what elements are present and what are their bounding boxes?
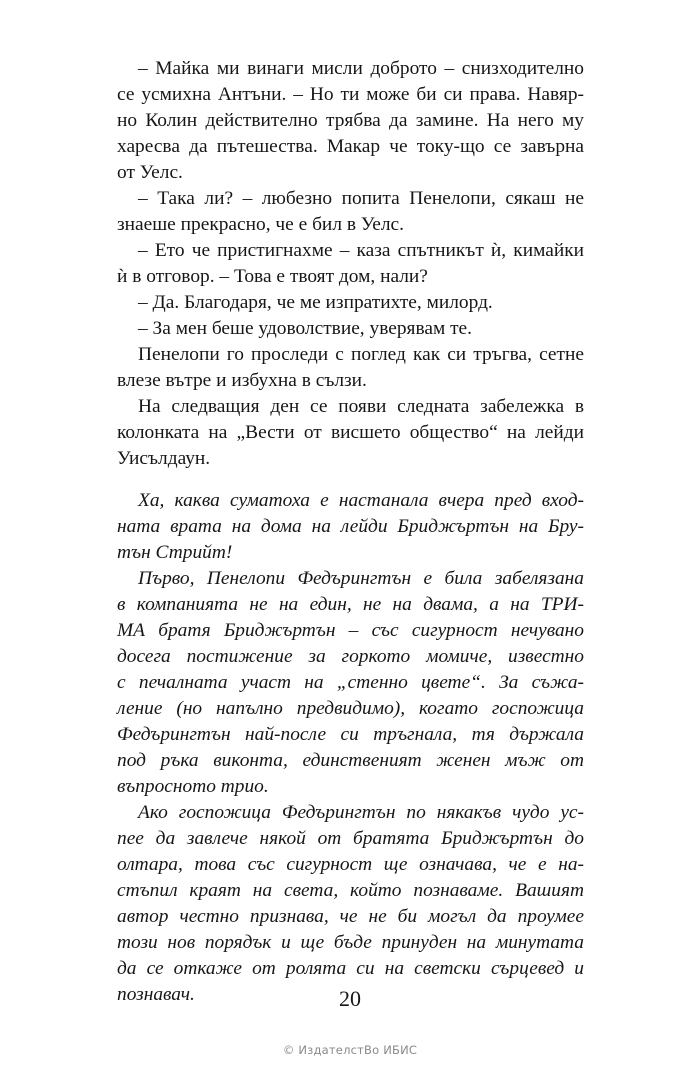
text-line: – Така ли? – любезно попита Пенелопи, сякаш не [138, 188, 584, 209]
text-line: Ха, каква суматоха е настанала вчера пред вход- [138, 490, 584, 511]
text-line: от Уелс. [117, 162, 183, 183]
text-line: този нов порядък и ще бъде принуден на минутата [117, 932, 584, 953]
text-line: – За мен беше удоволствие, уверявам те. [138, 318, 473, 339]
text-line: Федърингтън най-после си тръгнала, тя държала [117, 724, 584, 745]
text-line: – Ето че пристигнахме – каза спътникът ѝ, кимайки [138, 240, 584, 261]
text-line: ната врата на дома на лейди Бриджъртън на Бру- [117, 516, 584, 537]
text-line: да се откаже от ролята си на светски сърцевед и [117, 958, 584, 979]
text-line: знаеше прекрасно, че е бил в Уелс. [117, 214, 404, 235]
text-line: Ако госпожица Федърингтън по някакъв чудо ус- [138, 802, 584, 823]
text-line: но Колин действително трябва да замине. На него му [117, 110, 584, 131]
text-line: в компанията не на един, не на двама, а на ТРИ- [117, 594, 584, 615]
text-line: – Да. Благодаря, че ме изпратихте, милорд. [138, 292, 493, 313]
text-line: ление (но напълно предвидимо), когато госпожица [117, 698, 584, 719]
copyright-notice: © ИздателстВо ИБИС [282, 1043, 418, 1057]
text-line: колонката на „Вести от висшето общество“ на лейди [117, 422, 584, 443]
text-line: се усмихна Антъни. – Но ти може би си права. Навяр- [117, 84, 584, 105]
text-line: МА братя Бриджъртън – със сигурност нечувано [117, 620, 584, 641]
text-line: под ръка виконта, единственият женен мъж от [117, 750, 584, 771]
text-line: влезе вътре и избухна в сълзи. [117, 370, 367, 391]
page-number: 20 [339, 986, 361, 1011]
dialogue-section [117, 56, 584, 472]
text-line: Първо, Пенелопи Федърингтън е била забелязана [138, 568, 584, 589]
text-line: олтара, това със сигурност ще означава, че е на- [117, 854, 584, 875]
text-line: тън Стрийт! [117, 542, 233, 563]
text-line: въпросното трио. [117, 776, 269, 797]
text-line: На следващия ден се появи следната забележка в [138, 396, 584, 417]
text-line: харесва да пътешества. Макар че току-що се завърна [117, 136, 584, 157]
text-line: с печалната участ на „стенно цвете“. За съжа- [117, 672, 584, 693]
text-line: пее да завлече някой от братята Бриджъртън до [117, 828, 584, 849]
text-line: ѝ в отговор. – Това е твоят дом, нали? [117, 266, 428, 287]
text-line: автор честно признава, че не би могъл да проумее [117, 906, 584, 927]
text-line: Уисълдаун. [117, 448, 211, 469]
text-line: стъпил краят на света, който познаваме. Вашият [117, 880, 584, 901]
gossip-column-section [117, 488, 584, 1008]
text-line: – Майка ми винаги мисли доброто – снизходително [138, 58, 584, 79]
text-line: познавач. [117, 984, 195, 1005]
text-line: досега постижение за горкото момиче, известно [117, 646, 584, 667]
text-line: Пенелопи го проследи с поглед как си тръгва, сетне [138, 344, 584, 365]
